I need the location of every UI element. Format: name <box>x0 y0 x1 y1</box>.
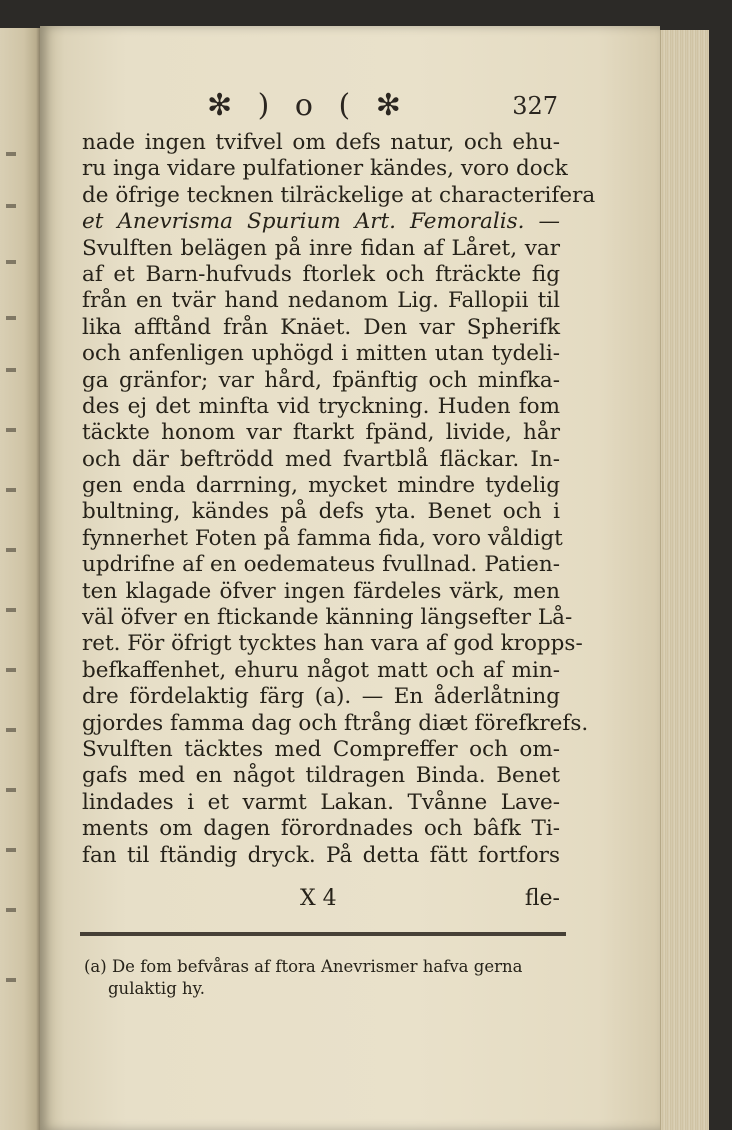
text-line: fan til ftändig dryck. På detta fätt fortfors <box>82 842 560 868</box>
text-line: updrifne af en oedemateus fvullnad. Patien- <box>82 552 560 578</box>
text-line: och där beftrödd med fvartblå fläckar. In- <box>82 446 560 472</box>
text-line: gafs med en något tildragen Binda. Benet <box>82 763 560 789</box>
text-line: väl öfver en ftickande känning längsefter Lå- <box>82 605 573 631</box>
text-line: bultning, kändes på defs yta. Benet och i <box>82 499 560 525</box>
text-line: ten klagade öfver ingen färdeles värk, men <box>82 578 560 604</box>
text-line: Svulften belägen på inre fidan af Låret, var <box>82 235 560 261</box>
text-line: et Anevrisma Spurium Art. Femoralis. — <box>82 209 560 235</box>
text-line: ru inga vidare pulfationer kändes, voro dock <box>82 156 568 182</box>
facing-page-mark <box>6 316 16 320</box>
facing-page-mark <box>6 608 16 612</box>
facing-page-mark <box>6 978 16 982</box>
facing-page-mark <box>6 488 16 492</box>
text-line: dre fördelaktig färg (a). — En åderlåtning <box>82 684 560 710</box>
catchword: fle- <box>524 886 560 911</box>
text-line: ret. För öfrigt tycktes han vara af god kropps- <box>82 631 583 657</box>
text-line: ments om dagen förordnades och bâfk Ti- <box>82 816 560 842</box>
facing-page-mark <box>6 368 16 372</box>
text-line: gjordes famma dag och ftrång diæt förefkrefs. <box>82 710 589 736</box>
body-text <box>82 130 596 869</box>
text-line: nade ingen tvifvel om defs natur, och ehu- <box>82 130 560 155</box>
facing-page-mark <box>6 260 16 264</box>
text-line: lindades i et varmt Lakan. Tvånne Lave- <box>82 789 560 815</box>
facing-page-mark <box>6 668 16 672</box>
text-line: från en tvär hand nedanom Lig. Fallopii til <box>82 288 560 314</box>
facing-page-mark <box>6 204 16 208</box>
text-line: lika afftånd från Knäet. Den var Spherifk <box>82 314 560 340</box>
facing-page-mark <box>6 428 16 432</box>
text-line: des ej det minfta vid tryckning. Huden fom <box>82 393 560 419</box>
signature-mark: X 4 <box>300 886 337 911</box>
facing-page-mark <box>6 548 16 552</box>
page-header <box>72 88 558 123</box>
text-line: de öfrige tecknen tilräckelige at characterifera <box>82 182 596 208</box>
facing-page-mark <box>6 848 16 852</box>
footnote-line: gulaktig hy. <box>108 979 206 998</box>
text-line: Svulften täcktes med Compreffer och om- <box>82 736 560 762</box>
footnote <box>84 956 564 1000</box>
text-line: befkaffenhet, ehuru något matt och af min- <box>82 657 560 683</box>
page-number: 327 <box>512 92 558 120</box>
text-line: och anfenligen uphögd i mitten utan tydeli- <box>82 341 560 367</box>
text-line: täckte honom var ftarkt fpänd, livide, hår <box>82 420 560 446</box>
page-stack-edge <box>660 30 709 1130</box>
facing-page-mark <box>6 908 16 912</box>
facing-page-mark <box>6 152 16 156</box>
text-line: fynnerhet Foten på famma fida, voro våldigt <box>82 525 563 551</box>
facing-page-mark <box>6 788 16 792</box>
facing-page-edge <box>0 28 40 1130</box>
text-line: ga gränfor; var hård, fpänftig och minfka- <box>82 367 560 393</box>
running-head: ✻ ) o ( ✻ <box>207 88 409 123</box>
footnote-line: (a) De fom befvåras af ftora Anevrismer hafva gerna <box>84 957 523 976</box>
text-line: af et Barn-hufvuds ftorlek och fträckte fig <box>82 261 560 287</box>
signature-row <box>82 886 560 916</box>
facing-page-mark <box>6 728 16 732</box>
footnote-rule <box>80 932 566 936</box>
text-line: gen enda darrning, mycket mindre tydelig <box>82 473 560 499</box>
